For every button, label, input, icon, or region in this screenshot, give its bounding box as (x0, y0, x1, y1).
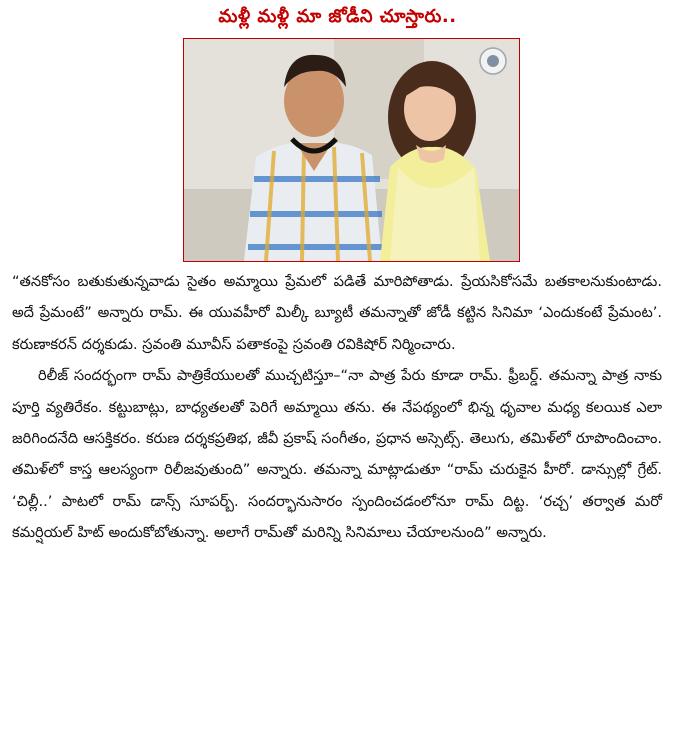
article-paragraph-2: రిలీజ్ సందర్భంగా రామ్ పాత్రికేయులతో ముచ్చటిస్తూ–“నా పాత్ర పేరు కూడా రామ్. ఫ్రీబర్డ్. తమన్నా పాత్ర నాకు పూర్తి వ్యతిరేకం. కట్టుబాట్లు, బాధ్యతలతో పెరిగే అమ్మాయి తను. ఈ నేపథ్యంలో భిన్న ధృవాల మధ్య కలయిక ఎలా జరిగిందనేది ఆసక్తికరం. కరుణ దర్శకప్రతిభ, జీవీ ప్రకాష్ సంగీతం, ప్రధాన అస్సెట్స్. తెలుగు, తమిళ్‌లో రూపొందించాం. తమిళ్‌లో కాస్త ఆలస్యంగా రిలీజవుతుంది” అన్నారు. తమన్నా మాట్లాడుతూ “రామ్ చురుకైన హీరో. డాన్సుల్లో గ్రేట్. ‘చిల్లీ..’ పాటలో రామ్ డాన్స్ సూపర్బ్. సందర్భానుసారం స్పందించడంలోనూ రామ్ దిట్ట. ‘రచ్చ’ తర్వాత మరో కమర్షియల్ హిట్ అందుకోబోతున్నా. అలాగే రామ్‌తో మరిన్ని సినిమాలు చేయాలనుంది” అన్నారు. (12, 367, 662, 542)
couple-photo (183, 38, 520, 262)
headline: మళ్లీ మళ్లీ మా జోడీని చూస్తారు.. (218, 6, 457, 27)
photo-illustration (184, 39, 519, 261)
article-body (12, 266, 662, 549)
article-paragraph-1: “తనకోసం బతుకుతున్నవాడు సైతం అమ్మాయి ప్రేమలో పడితే మారిపోతాడు. ప్రేయసికోసమే బతకాలనుకుంటాడు. అదే ప్రేమంటే” అన్నారు రామ్. ఈ యువహీరో మిల్కీ బ్యూటీ తమన్నాతో జోడీ కట్టిన సినిమా ‘ఎందుకంటే ప్రేమంట’. కరుణాకరన్ దర్శకుడు. స్రవంతి మూవీస్ పతాకంపై స్రవంతి రవికిషోర్ నిర్మించారు. (12, 273, 662, 353)
